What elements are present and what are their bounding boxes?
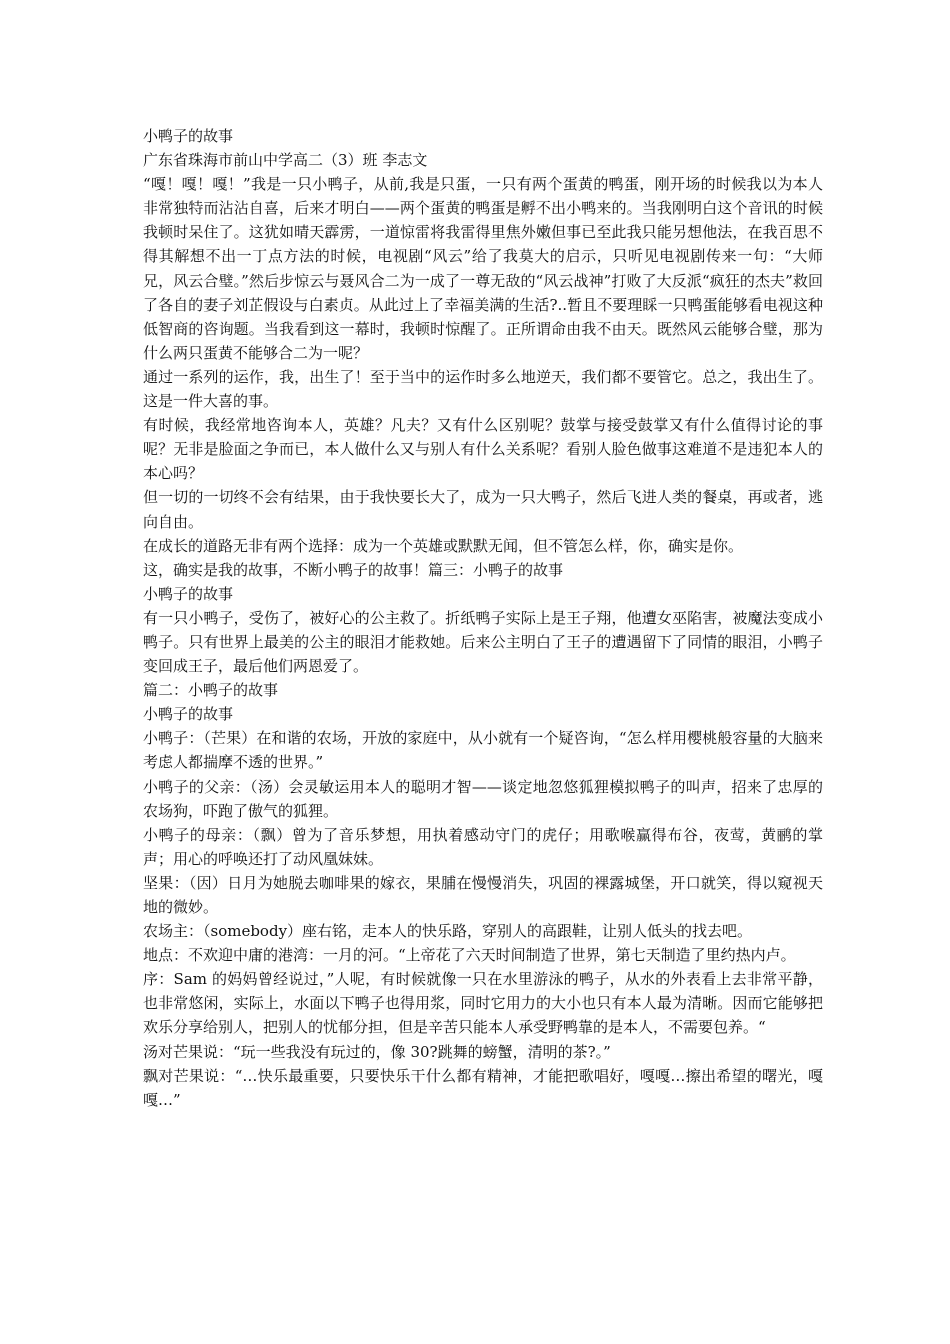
section-heading: 小鸭子的故事 xyxy=(143,705,234,724)
paragraph: 有时候，我经常地咨询本人，英雄？凡夫？又有什么区别呢？鼓掌与接受鼓掌又有什么值得讨论的事呢？无非是脸面之争而已，本人做什么又与别人有什么关系呢？看别人脸色做事这难道不是违犯本人的本心吗？ xyxy=(143,416,823,483)
paragraph: 这，确实是我的故事，不断小鸭子的故事！篇三：小鸭子的故事 xyxy=(143,560,564,579)
author-line: 广东省珠海市前山中学高二（3）班 李志文 xyxy=(143,151,428,170)
paragraph: “嘎！嘎！嘎！”我是一只小鸭子，从前,我是只蛋，一只有两个蛋黄的鸭蛋，刚开场的时候我以为本人非常独特而沾沾自喜，后来才明白——两个蛋黄的鸭蛋是孵不出小鸭来的。当我刚明白这个音讯的时候我顿时呆住了。这犹如晴天霹雳，一道惊雷将我雷得里焦外嫩但事已至此我只能另想他法，在我百思不得其解想不出一丁点方法的时候，电视剧“风云”给了我莫大的启示，只听见电视剧传来一句：“大师兄，风云合璧。”然后步惊云与聂风合二为一成了一尊无敌的“风云战神”打败了大反派“疯狂的杰夫”救回了各自的妻子刘芷假设与白素贞。从此过上了幸福美满的生活?..暂且不要理睬一只鸭蛋能够看电视这种低智商的咨询题。当我看到这一幕时，我顿时惊醒了。正所谓命由我不由天。既然风云能够合璧，那为什么两只蛋黄不能够合二为一呢？ xyxy=(143,175,823,362)
paragraph: 小鸭子的父亲：（汤）会灵敏运用本人的聪明才智——谈定地忽悠狐狸模拟鸭子的叫声，招来了忠厚的农场狗，吓跑了傲气的狐狸。 xyxy=(143,777,823,820)
paragraph: 有一只小鸭子，受伤了，被好心的公主救了。折纸鸭子实际上是王子翔，他遭女巫陷害，被魔法变成小鸭子。只有世界上最美的公主的眼泪才能救她。后来公主明白了王子的遭遇留下了同情的眼泪，小鸭子变回成王子，最后他们两恩爱了。 xyxy=(143,608,823,676)
paragraph: 通过一系列的运作，我，出生了！至于当中的运作时多么地逆天，我们都不要管它。总之，我出生了。这是一件大喜的事。 xyxy=(143,367,823,411)
paragraph: 但一切的一切终不会有结果，由于我快要长大了，成为一只大鸭子，然后飞进人类的餐桌，再或者，逃向自由。 xyxy=(143,488,823,531)
paragraph: 在成长的道路无非有两个选择：成为一个英雄或默默无闻，但不管怎么样，你，确实是你。 xyxy=(143,536,744,555)
section-heading: 小鸭子的故事 xyxy=(143,584,234,603)
document-body xyxy=(143,124,823,1112)
paragraph: 农场主：（somebody）座右铭，走本人的快乐路，穿别人的高跟鞋，让别人低头的找去吧。 xyxy=(143,922,753,941)
paragraph: 坚果：（因）日月为她脱去咖啡果的嫁衣，果脯在慢慢消失，巩固的裸露城堡，开口就笑，得以窥视天地的微妙。 xyxy=(143,873,823,916)
document-title: 小鸭子的故事 xyxy=(143,127,234,145)
section-heading: 篇二：小鸭子的故事 xyxy=(143,681,279,700)
paragraph: 汤对芒果说：“玩一些我没有玩过的，像 30?跳舞的螃蟹，清明的茶?。” xyxy=(143,1042,611,1061)
paragraph: 飘对芒果说：“…快乐最重要，只要快乐干什么都有精神，才能把歌唱好，嘎嘎…擦出希望的曙光，嘎嘎…” xyxy=(143,1066,823,1109)
paragraph: 小鸭子：（芒果）在和谐的农场，开放的家庭中，从小就有一个疑咨询，“怎么样用樱桃般容量的大脑来考虑人都揣摩不透的世界。” xyxy=(143,729,823,772)
paragraph: 小鸭子的母亲：（飘）曾为了音乐梦想，用执着感动守门的虎仔；用歌喉赢得布谷，夜莺，黄鹂的掌声；用心的呼唤还打了动风凰妹妹。 xyxy=(143,825,823,868)
paragraph: 地点：不欢迎中庸的港湾：一月的河。“上帝花了六天时间制造了世界，第七天制造了里约热内卢。 xyxy=(143,946,796,965)
paragraph: 序：Sam 的妈妈曾经说过，”人呢，有时候就像一只在水里游泳的鸭子，从水的外表看上去非常平静，也非常悠闲，实际上，水面以下鸭子也得用浆，同时它用力的大小也只有本人最为清晰。因而它能够把欢乐分享给别人，把别人的忧郁分担，但是辛苦只能本人承受野鸭靠的是本人，不需要包养。“ xyxy=(143,970,823,1037)
